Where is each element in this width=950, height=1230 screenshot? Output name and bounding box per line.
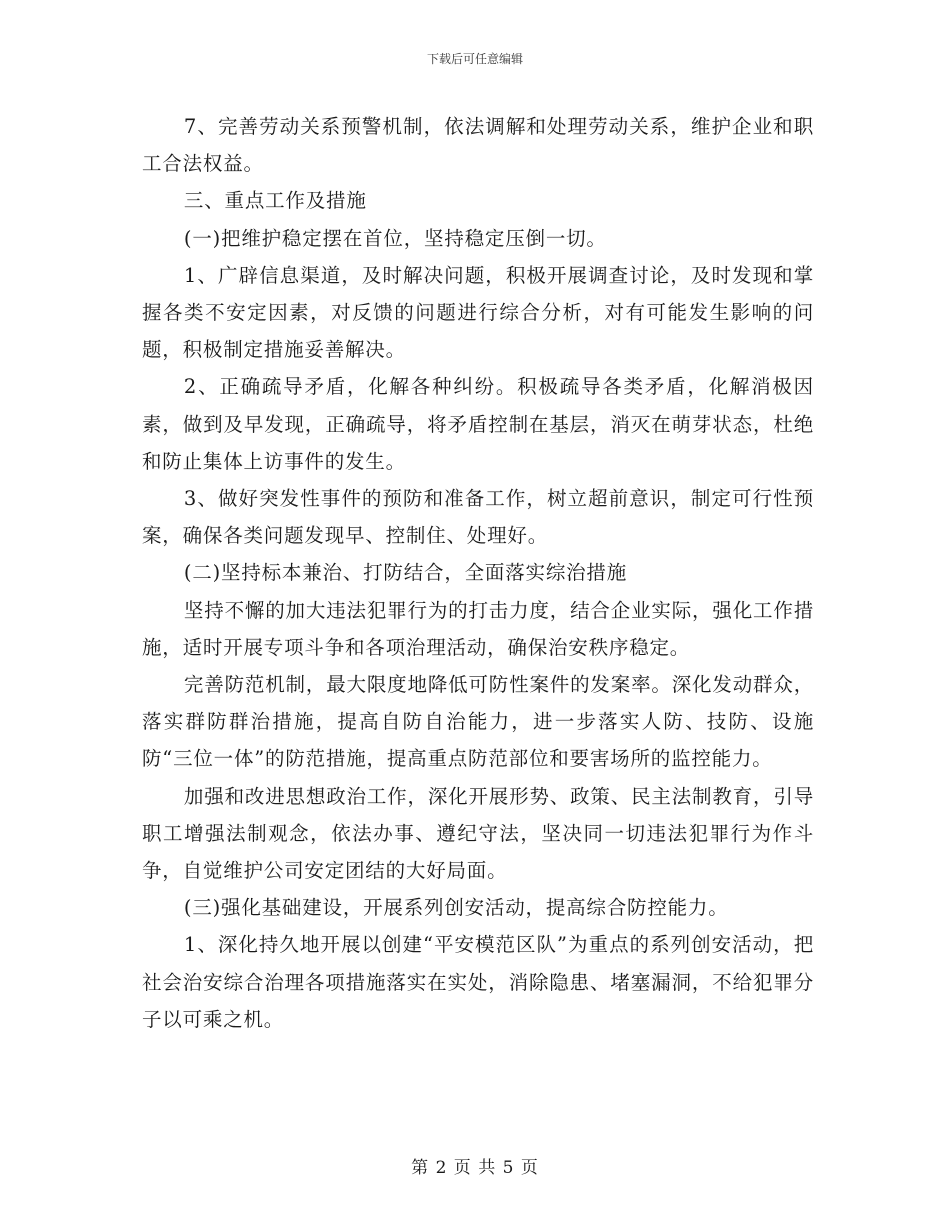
paragraph: 3、做好突发性事件的预防和准备工作，树立超前意识，制定可行性预案，确保各类问题发现早、控制住、处理好。 <box>142 487 814 548</box>
paragraph: 加强和改进思想政治工作，深化开展形势、政策、民主法制教育，引导职工增强法制观念，依法办事、遵纪守法，坚决同一切违法犯罪行为作斗争，自觉维护公司安定团结的大好局面。 <box>142 784 814 883</box>
paragraph: 2、正确疏导矛盾，化解各种纠纷。积极疏导各类矛盾，化解消极因素，做到及早发现，正确疏导，将矛盾控制在基层，消灭在萌芽状态，杜绝和防止集体上访事件的发生。 <box>142 375 814 473</box>
page-number: 第 2 页 共 5 页 <box>411 1158 539 1178</box>
page-header: 下载后可任意编辑 <box>426 52 523 66</box>
paragraph: 完善防范机制，最大限度地降低可防性案件的发案率。深化发动群众，落实群防群治措施，提高自防自治能力，进一步落实人防、技防、设施防“三位一体”的防范措施，提高重点防范部位和要害场所的监控能力。 <box>142 673 814 771</box>
subsection-heading: (一)把维护稳定摆在首位，坚持稳定压倒一切。 <box>183 226 607 250</box>
paragraph: 1、深化持久地开展以创建“平安模范区队”为重点的系列创安活动，把社会治安综合治理各项措施落实在实处，消除隐患、堵塞漏洞，不给犯罪分子以可乘之机。 <box>142 933 814 1031</box>
paragraph: 7、完善劳动关系预警机制，依法调解和处理劳动关系，维护企业和职工合法权益。 <box>142 115 814 176</box>
subsection-heading: (二)坚持标本兼治、打防结合，全面落实综治措施 <box>183 561 628 585</box>
subsection-heading: (三)强化基础建设，开展系列创安活动，提高综合防控能力。 <box>183 896 729 920</box>
paragraph: 坚持不懈的加大违法犯罪行为的打击力度，结合企业实际，强化工作措施，适时开展专项斗争和各项治理活动，确保治安秩序稳定。 <box>142 598 814 659</box>
paragraph: 1、广辟信息渠道，及时解决问题，积极开展调查讨论，及时发现和掌握各类不安定因素，对反馈的问题进行综合分析，对有可能发生影响的问题，积极制定措施妥善解决。 <box>142 263 814 362</box>
document-body <box>142 108 814 1038</box>
section-heading: 三、重点工作及措施 <box>183 189 367 213</box>
